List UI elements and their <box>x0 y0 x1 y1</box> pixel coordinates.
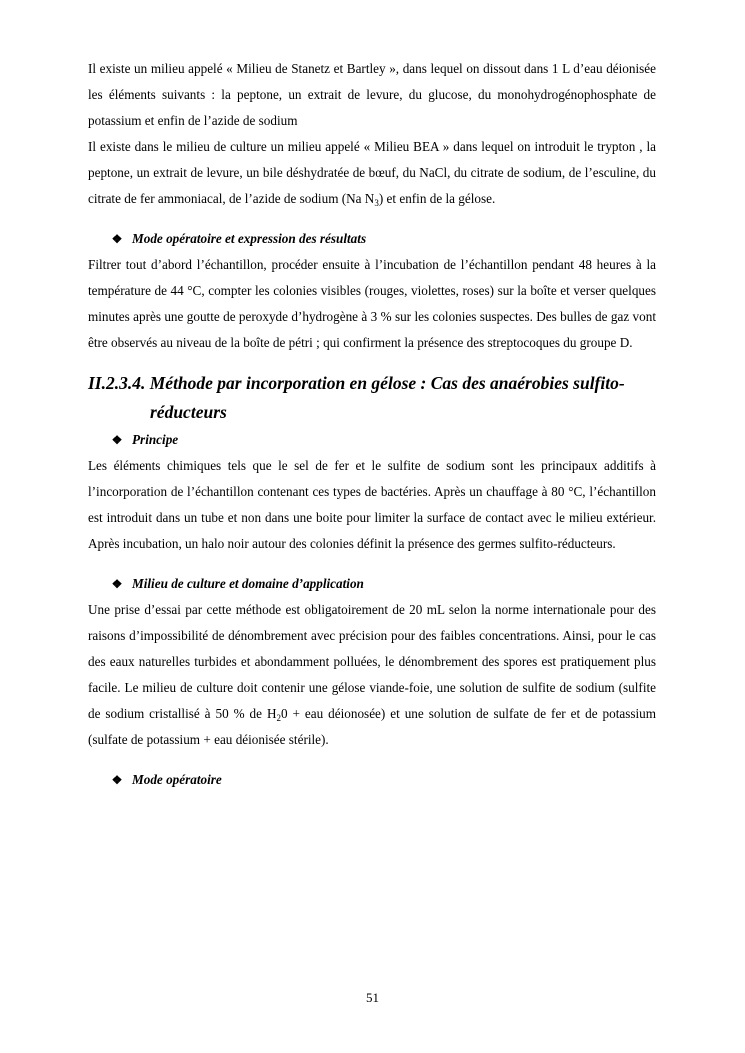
paragraph-prise-essai-text: Une prise d’essai par cette méthode est obligatoirement de 20 mL selon la norme internationale pour des raisons d’impossibilité de dénombrement avec précision pour des faibles concentrations. Ainsi, pour le cas des eaux naturelles turbides et abondamment polluées, le dénombrement des spores est pratiquement plus facile. Le milieu de culture doit contenir une gélose viande-foie, une solution de sulfite de sodium (sulfite de sodium cristallisé à 50 % de H <box>88 602 656 721</box>
paragraph-milieu-bea-text: Il existe dans le milieu de culture un milieu appelé « Milieu BEA » dans lequel on introduit le trypton , la peptone, un extrait de levure, un bile déshydratée de bœuf, du NaCl, du citrate de sodium, de l’esculine, du citrate de fer ammoniacal, de l’azide de sodium (Na N <box>88 139 656 206</box>
bullet-label: Principe <box>132 432 179 447</box>
diamond-bullet-icon: ❖ <box>111 773 123 787</box>
paragraph-stanetz-bartley: Il existe un milieu appelé « Milieu de Stanetz et Bartley », dans lequel on dissout dans 1 L d’eau déionisée les éléments suivants : la peptone, un extrait de levure, du glucose, du monohydrogénophosphate de potassium et enfin de l’azide de sodium <box>88 61 656 128</box>
section-heading-line2: réducteurs <box>150 402 227 422</box>
paragraph-milieu-bea <box>88 134 656 212</box>
paragraph-prise-essai <box>88 597 656 753</box>
bullet-label: Mode opératoire <box>132 772 222 787</box>
paragraph-milieu-bea-end: ) et enfin de la gélose. <box>378 191 496 206</box>
subscript-three: 3 <box>374 198 379 208</box>
page-number: 51 <box>366 990 379 1005</box>
section-heading <box>88 369 656 427</box>
bullet-principe <box>88 427 656 453</box>
paragraph-filtration: Filtrer tout d’abord l’échantillon, procéder ensuite à l’incubation de l’échantillon pendant 48 heures à la température de 44 °C, compter les colonies visibles (rouges, violettes, roses) sur la boîte et verser quelques minutes après une goutte de peroxyde d’hydrogène à 3 % sur les colonies suspectes. Des bulles de gaz vont être observés au niveau de la boîte de pétri ; qui confirment la présence des streptocoques du groupe D. <box>88 257 656 350</box>
bullet-label: Milieu de culture et domaine d’application <box>132 576 364 591</box>
paragraph-prise-essai-end: 0 + eau déionosée) et une solution de sulfate de fer et de potassium (sulfate de potassium + eau déionisée stérile). <box>88 706 656 747</box>
document-page <box>88 56 656 793</box>
bullet-mode-operatoire <box>88 767 656 793</box>
diamond-bullet-icon: ❖ <box>111 433 123 447</box>
section-heading-line1: II.2.3.4. Méthode par incorporation en gélose : Cas des anaérobies sulfito- <box>88 373 625 393</box>
diamond-bullet-icon: ❖ <box>111 577 123 591</box>
bullet-mode-operatoire-resultats <box>88 226 656 252</box>
bullet-label: Mode opératoire et expression des résultats <box>132 231 367 246</box>
paragraph-principe: Les éléments chimiques tels que le sel de fer et le sulfite de sodium sont les principaux additifs à l’incorporation de l’échantillon contenant ces types de bactéries. Après un chauffage à 80 °C, l’échantillon est introduit dans un tube et non dans une boite pour limiter la surface de contact avec le milieu extérieur. Après incubation, un halo noir autour des colonies définit la présence des germes sulfito-réducteurs. <box>88 458 656 551</box>
diamond-bullet-icon: ❖ <box>111 232 123 246</box>
bullet-milieu-culture <box>88 571 656 597</box>
subscript-two: 2 <box>276 713 281 723</box>
